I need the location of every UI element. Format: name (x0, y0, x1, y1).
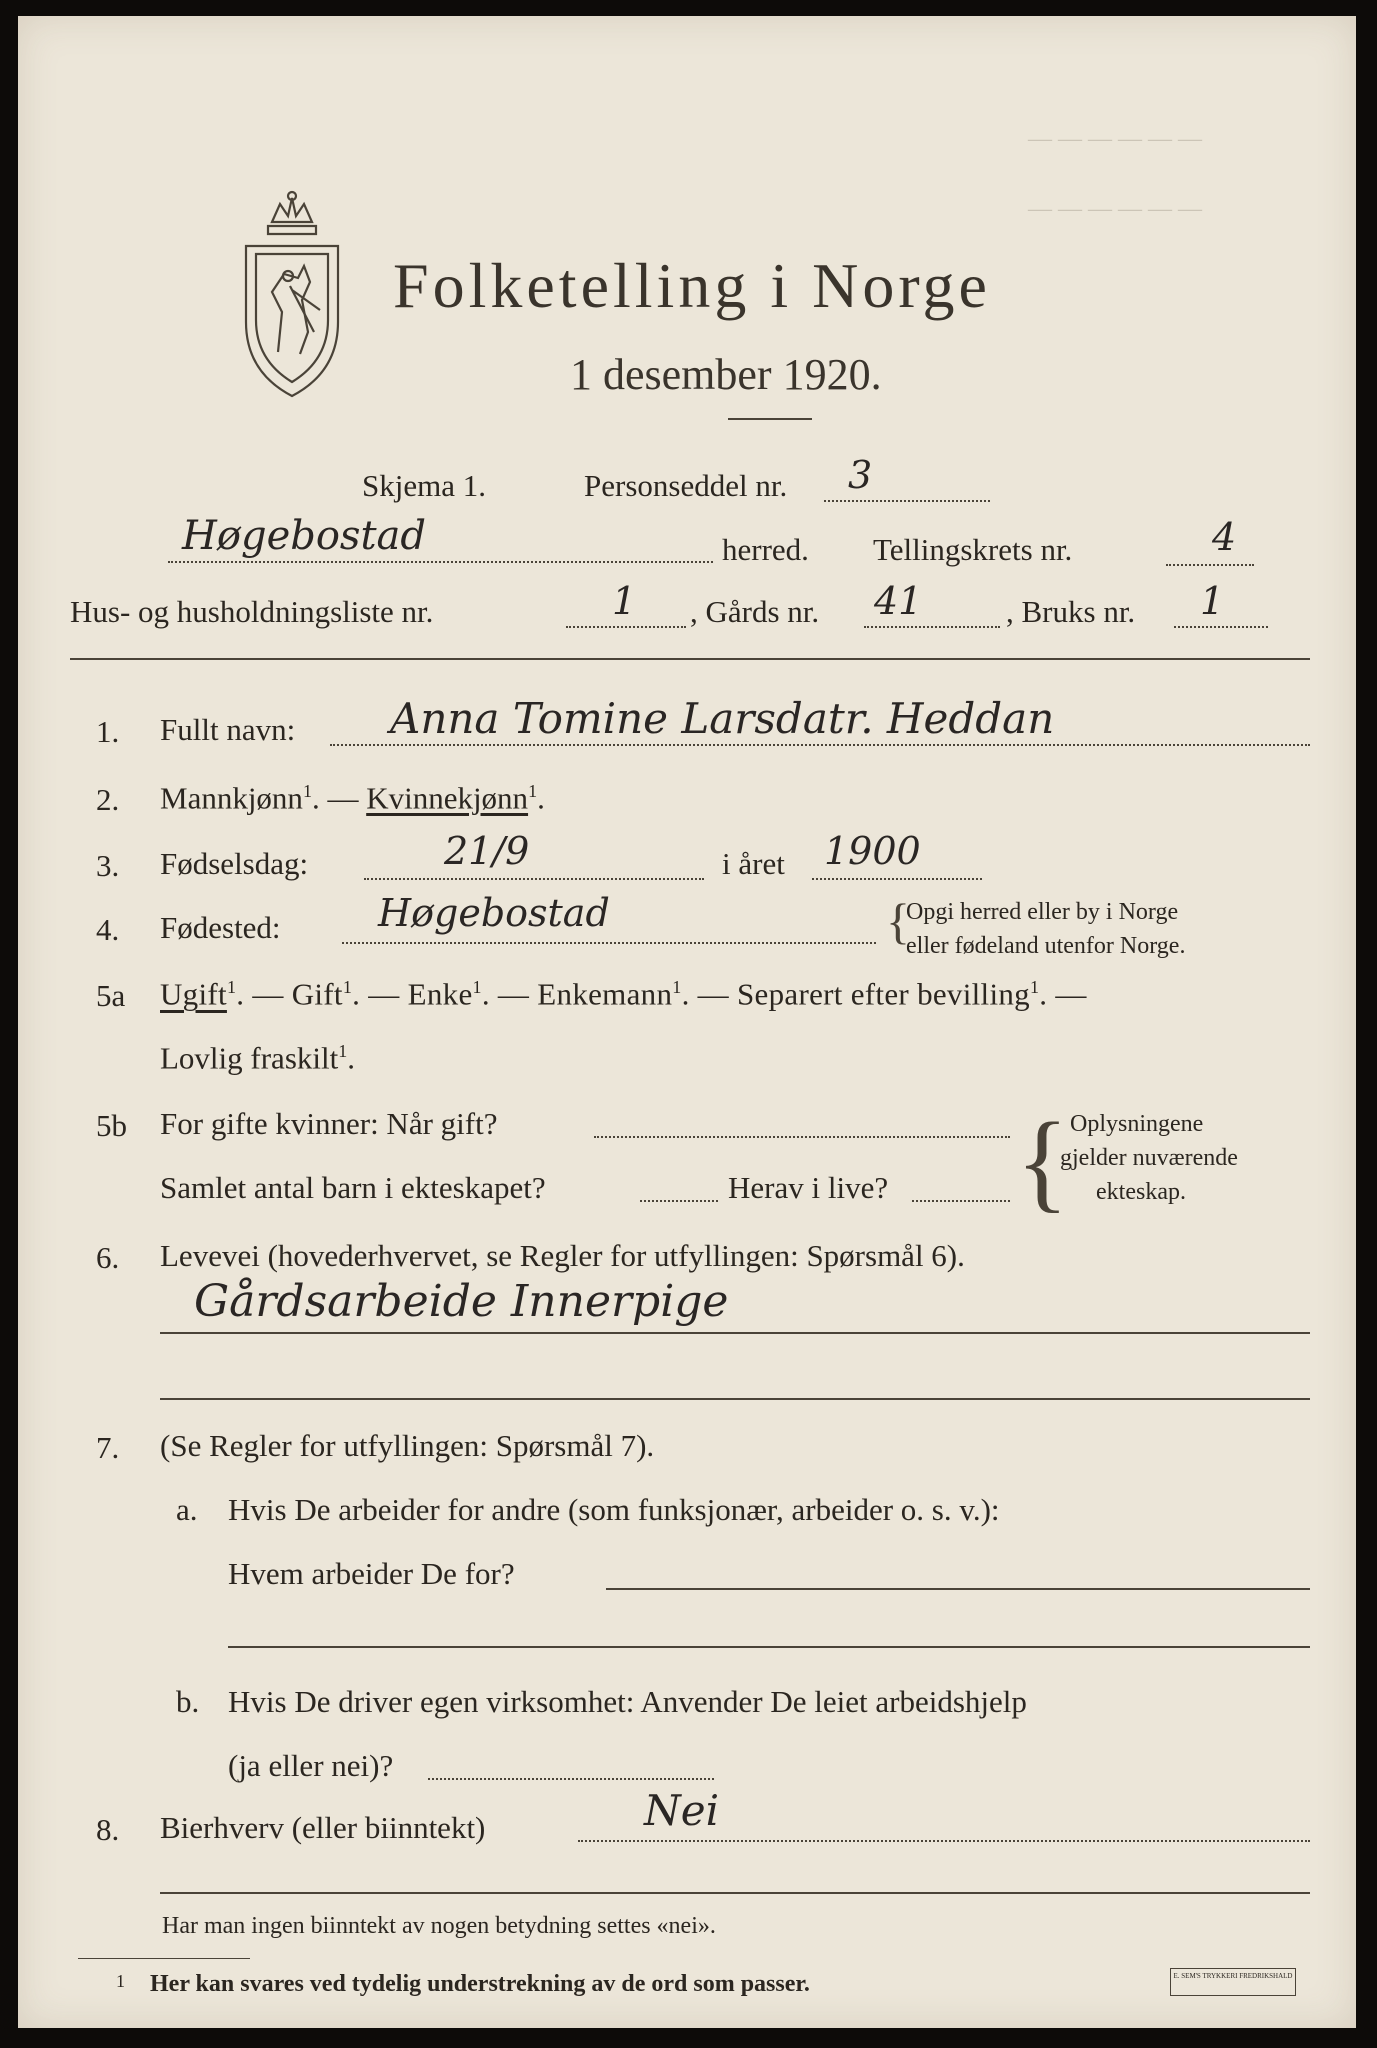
q5a-number: 5a (96, 978, 126, 1013)
q5b-brace: { (1016, 1100, 1069, 1222)
q3-year-value: 1900 (824, 829, 921, 873)
herred-line (168, 561, 713, 563)
q5b-label-3: Herav i live? (728, 1170, 889, 1205)
q4-number: 4. (96, 912, 120, 947)
q7a-letter: a. (176, 1492, 198, 1527)
tellingskrets-label: Tellingskrets nr. (873, 532, 1073, 567)
q5b-note-2: gjelder nuværende (1060, 1145, 1238, 1171)
footnote-ref: 1 (528, 781, 538, 801)
q4-value: Høgebostad (378, 891, 610, 935)
q7b-letter: b. (176, 1684, 200, 1719)
q6-line-2 (160, 1398, 1310, 1400)
husliste-label: Hus- og husholdningsliste nr. (70, 594, 434, 629)
option-kvinnekjonn[interactable]: Kvinnekjønn (366, 780, 529, 816)
option-gift[interactable]: Gift (291, 976, 343, 1012)
q1-value: Anna Tomine Larsdatr. Heddan (390, 694, 1055, 743)
q5b-note-3: ekteskap. (1096, 1179, 1186, 1205)
q7-number: 7. (96, 1430, 120, 1465)
personseddel-value: 3 (848, 453, 873, 497)
gards-label: , Gårds nr. (690, 594, 820, 629)
q6-value: Gårdsarbeide Innerpige (194, 1276, 729, 1327)
husliste-value: 1 (612, 579, 637, 623)
footnote-mark: 1 (116, 1971, 125, 1991)
gards-line (864, 626, 1000, 628)
q3-number: 3. (96, 848, 120, 883)
q7a-line-2 (228, 1646, 1310, 1648)
q2-options: Mannkjønn$^1$. — Kvinnekjønn$^1$. (160, 780, 545, 816)
q4-note-1: Opgi herred eller by i Norge (906, 899, 1179, 925)
option-enkemann[interactable]: Enkemann (537, 976, 673, 1012)
q7-label: (Se Regler for utfyllingen: Spørsmål 7). (160, 1428, 655, 1463)
q3-value: 21/9 (444, 829, 530, 873)
herred-label: herred. (722, 532, 809, 567)
form-date: 1 desember 1920. (570, 350, 882, 399)
q8-line-2 (160, 1892, 1310, 1894)
q5b-line-1 (594, 1136, 1010, 1138)
husliste-line (566, 626, 686, 628)
tellingskrets-line (1166, 564, 1254, 566)
bruks-line (1174, 626, 1268, 628)
q5b-number: 5b (96, 1108, 127, 1143)
q5b-note-1: Oplysningene (1070, 1111, 1204, 1137)
footnote-divider (78, 1958, 250, 1959)
q1-line (330, 744, 1310, 746)
q3-year-line (812, 878, 982, 880)
option-separert[interactable]: Separert efter bevilling (737, 976, 1030, 1012)
bruks-label: , Bruks nr. (1006, 594, 1136, 629)
personseddel-line (824, 500, 990, 502)
footnote-text: Her kan svares ved tydelig understrekning av de ord som passer. (150, 1971, 810, 1997)
q3-year-label: i året (722, 846, 785, 881)
bruks-value: 1 (1200, 579, 1225, 623)
skjema-label: Skjema 1. (362, 468, 486, 503)
option-lovlig-fraskilt[interactable]: Lovlig fraskilt (160, 1040, 339, 1076)
q4-note-2: eller fødeland utenfor Norge. (906, 933, 1186, 959)
personseddel-label: Personseddel nr. (584, 468, 788, 503)
footnote-ref: 1 (302, 781, 312, 801)
q6-label: Levevei (hovederhvervet, se Regler for utfyllingen: Spørsmål 6). (160, 1238, 965, 1273)
q5a-options: Ugift$^1$. — Gift$^1$. — Enke$^1$. — Enkemann$^1$. — Separert efter bevilling$^1$. — (160, 976, 1087, 1012)
q8-value: Nei (644, 1786, 720, 1835)
q8-label: Bierhverv (eller biinntekt) (160, 1810, 486, 1845)
q5a-options-2: Lovlig fraskilt$^1$. (160, 1040, 355, 1076)
q4-brace: { (886, 893, 910, 949)
q7a-question: Hvem arbeider De for? (228, 1556, 515, 1591)
q7b-line (428, 1778, 714, 1780)
herred-value: Høgebostad (182, 513, 426, 559)
census-form (18, 16, 1356, 2028)
q3-line (364, 878, 704, 880)
q7a-label: Hvis De arbeider for andre (som funksjonær, arbeider o. s. v.): (228, 1492, 1000, 1527)
divider (728, 418, 812, 420)
q2-number: 2. (96, 782, 120, 817)
q4-line (342, 942, 876, 944)
q6-line-1 (160, 1332, 1310, 1334)
q7b-question: (ja eller nei)? (228, 1748, 394, 1783)
printer-stamp: E. SEM'S TRYKKERI FREDRIKSHALD (1170, 1968, 1296, 1996)
q8-number: 8. (96, 1812, 120, 1847)
q5b-label-1: For gifte kvinner: Når gift? (160, 1106, 498, 1141)
q1-number: 1. (96, 714, 120, 749)
q6-number: 6. (96, 1240, 120, 1275)
q3-label: Fødselsdag: (160, 846, 309, 881)
section-divider (70, 658, 1310, 660)
coat-of-arms (232, 182, 352, 402)
q8-line (578, 1840, 1310, 1842)
norwegian-coat-of-arms-icon (232, 182, 352, 402)
form-title: Folketelling i Norge (393, 250, 991, 321)
q5b-line-2 (640, 1200, 718, 1202)
q7b-label: Hvis De driver egen virksomhet: Anvender De leiet arbeidshjelp (228, 1684, 1027, 1719)
option-ugift[interactable]: Ugift (160, 976, 227, 1012)
nei-note: Har man ingen biinntekt av nogen betydning settes «nei». (162, 1913, 716, 1939)
bleed-through-text: — — — — — — (1028, 126, 1202, 152)
q1-label: Fullt navn: (160, 712, 296, 747)
option-mannkjonn[interactable]: Mannkjønn (160, 780, 303, 816)
option-enke[interactable]: Enke (407, 976, 473, 1012)
q5b-line-3 (912, 1200, 1010, 1202)
q5b-label-2: Samlet antal barn i ekteskapet? (160, 1170, 546, 1205)
gards-value: 41 (874, 579, 923, 623)
q4-label: Fødested: (160, 910, 281, 945)
q7a-line-1 (606, 1588, 1310, 1590)
tellingskrets-value: 4 (1212, 515, 1237, 559)
bleed-through-text: — — — — — — (1028, 196, 1202, 222)
